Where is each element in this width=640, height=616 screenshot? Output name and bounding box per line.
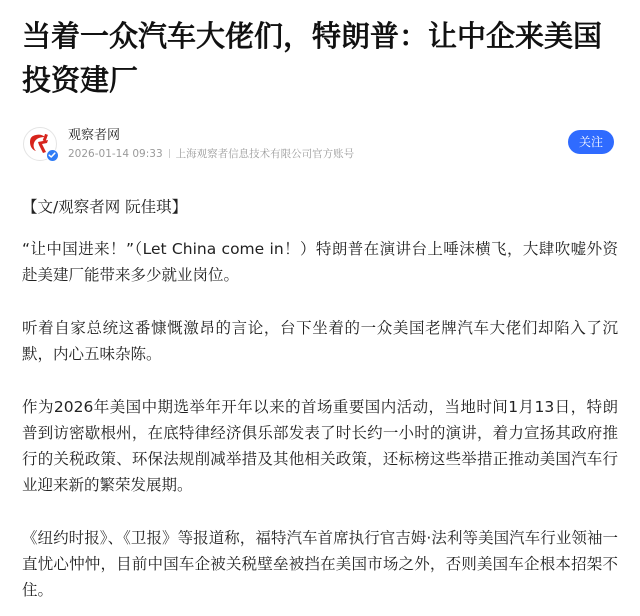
author-row xyxy=(22,126,618,166)
account-description: 上海观察者信息技术有限公司官方账号 xyxy=(175,148,355,160)
article-paragraph: “让中国进来！”（Let China come in！）特朗普在演讲台上唾沫横飞，大肆吹嘘外资赴美建厂能带来多少就业岗位。 xyxy=(22,240,618,284)
article-body xyxy=(22,194,618,603)
article-meta xyxy=(68,147,354,161)
article-paragraph: 《纽约时报》、《卫报》等报道称，福特汽车首席执行官吉姆·法利等美国汽车行业领袖一直忧心忡忡，目前中国车企被关税壁垒被挡在美国市场之外，否则美国车企根本招架不住。 xyxy=(22,529,618,599)
publish-timestamp: 2026-01-14 09:33 xyxy=(68,148,163,160)
follow-button[interactable]: 关注 xyxy=(568,130,614,154)
verified-check-icon xyxy=(46,149,59,162)
meta-divider xyxy=(169,149,170,158)
article-paragraph: 作为2026年美国中期选举年开年以来的首场重要国内活动，当地时间1月13日，特朗普到访密歇根州，在底特律经济俱乐部发表了时长约一小时的演讲，着力宣扬其政府推行的关税政策、环保法规削减举措及其他相关政策，还标榜这些举措正推动美国汽车行业迎来新的繁荣发展期。 xyxy=(22,398,618,494)
author-avatar[interactable] xyxy=(23,127,57,161)
article-title: 当着一众汽车大佬们，特朗普：让中企来美国投资建厂 xyxy=(22,19,603,97)
article-page xyxy=(0,14,640,616)
byline-paragraph: 【文/观察者网 阮佳琪】 xyxy=(22,198,188,216)
author-name[interactable]: 观察者网 xyxy=(68,128,121,143)
article-paragraph: 听着自家总统这番慷慨激昂的言论，台下坐着的一众美国老牌汽车大佬们却陷入了沉默，内心五味杂陈。 xyxy=(22,319,618,363)
